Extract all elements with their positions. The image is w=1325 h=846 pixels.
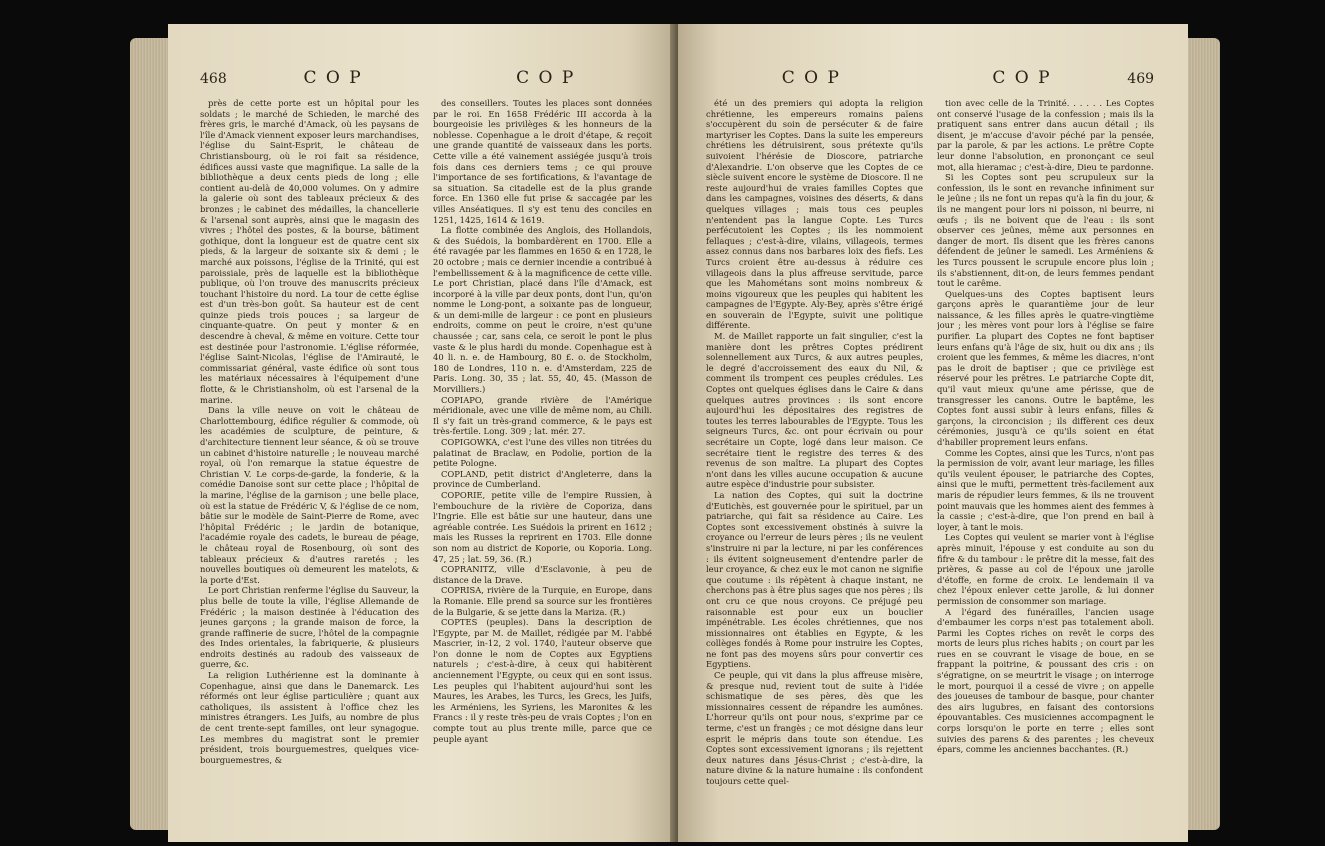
text-column [937, 98, 1154, 838]
right-page [678, 24, 1188, 842]
paragraph: Comme les Coptes, ainsi que les Turcs, n'ont pas la permission de voir, avant leur mariage, les filles qu'ils veulent épouser, le patriarche des Coptes, ainsi que le mufti, permettent très-facilement aux maris de répudier leurs femmes, & ils ne trouvent point mauvais que les hommes aient des femmes à la cassie ; c'est-à-dire, que l'on prend en bail à loyer, à tant le mois. [937, 447, 1154, 532]
paragraph: Dans la ville neuve on voit le château de Charlottembourg, édifice régulier & commode, où les académies de sculpture, de peinture, & d'architecture tiennent leur séance, & où se trouve un cabinet d'histoire naturelle ; le nouveau marché royal, où l'on remarque la statue équestre de Christian V. Le corps-de-garde, la fonderie, & la comédie Danoise sont sur cette place ; l'hôpital de la marine, l'église de la garnison ; une belle place, où est la statue de Frédéric V, & l'église de ce nom, bâtie sur le modèle de Saint-Pierre de Rome, avec l'hôpital Frédéric ; le jardin de botanique, l'académie royale des cadets, le bureau de péage, le château royal de Rosenbourg, où sont des tableaux précieux & d'autres raretés ; les nouvelles boutiques où demeurent les matelots, & la porte d'Est. [200, 405, 419, 585]
paragraph: Si les Coptes sont peu scrupuleux sur la confession, ils le sont en revanche infiniment sur le jeûne ; ils ne font un repas qu'à la fin du jour, & ils ne mangent pour lors ni poisson, ni beurre, ni œufs ; ils ne boivent que de l'eau : ils sont observer ces jeûnes, même aux personnes en danger de mort. Ils disent que les frères canons défendent de jeûner le samedi. Les Arméniens & les Turcs poussent le scrupule encore plus loin ; ils s'abstiennent, dit-on, de leurs femmes pendant tout le carême. [937, 172, 1154, 289]
paragraph: COPLAND, petit district d'Angleterre, dans la province de Cumberland. [433, 468, 652, 490]
open-book [130, 24, 1210, 844]
page-number: 469 [1127, 71, 1155, 87]
paragraph: Le port Christian renferme l'église du Sauveur, la plus belle de toute la ville, l'église Allemande de Frédéric ; la maison destinée à l'éducation des jeunes garçons ; la grande maison de force, la grande raffinerie de sucre, l'hôtel de la compagnie des Indes orientales, la fabriquerie, & plusieurs endroits destinés au radoub des vaisseaux de guerre, &c. [200, 585, 419, 670]
running-head-text: C O P [303, 68, 363, 88]
running-head-text: C O P [781, 68, 841, 88]
paragraph: La religion Luthérienne est la dominante à Copenhague, ainsi que dans le Danemarck. Les réformés ont leur église particulière ; quant aux catholiques, ils assistent à l'office chez les ministres étrangers. Les Juifs, au nombre de plus de cent trente-sept familles, ont leur synagogue. Les membres du magistrat sont le premier président, trois bourguemestres, quelques vice-bourguemestres, & [200, 670, 419, 765]
running-head-text: C O P [992, 68, 1052, 88]
paragraph: des conseillers. Toutes les places sont données par le roi. En 1658 Frédéric III accorda à la bourgeoisie les privilèges & les honneurs de la noblesse. Copenhague a le droit d'étape, & reçoit une grande quantité de vaisseaux dans les ports. Cette ville a été vainement assiégée jusqu'à trois fois dans ces derniers tems ; ce qui prouve l'importance de ses fortifications, & l'avantage de sa situation. Sa citadelle est de la plus grande force. En 1360 elle fut prise & saccagée par les villes Anséatiques. Il s'y est tenu des conciles en 1251, 1425, 1614 & 1619. [433, 98, 652, 225]
text-column [706, 98, 923, 838]
paragraph: COPRANITZ, ville d'Esclavonie, à peu de distance de la Drave. [433, 564, 652, 585]
paragraph: Les Coptes qui veulent se marier vont à l'église après minuit, l'épouse y est conduite au son du fifre & du tambour : le prêtre dit la messe, fait des prières, & passe au col de l'époux une jarolle d'étoffe, en forme de croix. Le lendemain il va chez l'époux enlever cette jarolle, & lui donner permission de consommer son mariage. [937, 532, 1154, 606]
paragraph: été un des premiers qui adopta la religion chrétienne, les empereurs romains païens s'occupèrent du soin de persécuter & de faire martyriser les Coptes. Dans la suite les empereurs chrétiens les détruisirent, sous prétexte qu'ils suivoient l'hérésie de Dioscore, patriarche d'Alexandrie. L'on observe que les Coptes de ce siècle suivent encore le système de Dioscore. Il ne reste aujourd'hui de vraies familles Coptes que dans les campagnes, voisines des déserts, & dans quelques villages ; mais tous ces peuples n'entendent pas la langue Copte. Les Turcs perfécutoient les Coptes ; ils les nommoient fellaques ; c'est-à-dire, vilains, villageois, termes assez connus dans nos barbares loix des fiefs. Les Turcs croient être au-dessus à réduire ces villageois dans la plus affreuse servitude, parce que les Mahométans sont moins nombreux & moins vigoureux que les peuples qui habitent les campagnes de l'Egypte. Aly-Bey, après s'être érigé en souverain de l'Egypte, suivit une politique différente. [706, 98, 923, 331]
text-column [433, 98, 652, 838]
paragraph: La nation des Coptes, qui suit la doctrine d'Eutichès, est gouvernée pour le spirituel, par un patriarche, qui fait sa résidence au Caire. Les Coptes sont excessivement obstinés à suivre la croyance ou l'erreur de leurs pères ; ils ne veulent s'instruire ni par la lecture, ni par les conférences : ils évitent soigneusement d'entendre parler de leur croyance, & chez eux le mot canon ne signifie que coutume : ils répètent à chaque instant, ne cherchons pas à être plus sages que nos pères ; ils ont cru ce que nous croyons. Ce préjugé peu raisonnable est pour eux un bouclier impénétrable. Les écoles chrétiennes, que nos missionnaires ont établies en Egypte, & les collèges fondés à Rome pour instruire les Coptes, ne font pas des moyens sûrs pour convertir ces Egyptiens. [706, 489, 923, 670]
text-column [200, 98, 419, 838]
paragraph: A l'égard des funérailles, l'ancien usage d'embaumer les corps n'est pas totalement aboli. Parmi les Coptes riches on revêt le corps des morts de leurs plus riches habits ; on court par les rues en se couvrant le visage de boue, en se frappant la poitrine, & poussant des cris : on s'égratigne, on se meurtrit le visage ; on interroge le mort, pourquoi il a cessé de vivre ; on appelle des joueuses de tambour de basque, pour chanter des airs lugubres, en faisant des contorsions épouvantables. Ces musiciennes accompagnent le corps lorsqu'on le porte en terre ; elles sont suivies des parens & des parentes ; les cheveux épars, comme les anciennes bacchantes. (R.) [937, 606, 1154, 755]
left-page [168, 24, 678, 842]
paragraph: près de cette porte est un hôpital pour les soldats ; le marché de Schieden, le marché des frères gris, le marché d'Amack, où les paysans de l'île d'Amack viennent exposer leurs marchandises, l'église du Saint-Esprit, le château de Christiansbourg, où le roi fait sa résidence, édifices aussi vaste que magnifique. La salle de la bibliothèque a deux cents pieds de long ; elle contient au-delà de 40,000 volumes. On y admire la galerie où sont des tableaux précieux & des bronzes ; le cabinet des médailles, la chancellerie & l'arsenal sont auprès, ainsi que le magasin des vivres ; l'hôtel des postes, & la bourse, bâtiment gothique, dont la longueur est de quatre cent six pieds, & la largeur de soixante six & demi ; le marché aux poissons, l'église de la Trinité, qui est paroissiale, près de laquelle est la bibliothèque publique, où l'on trouve des manuscrits précieux touchant l'histoire du nord. La tour de cette église est d'un très-bon goût. Sa hauteur est de cent quinze pieds trois pouces ; sa largeur de cinquante-quatre. On peut y monter & en descendre à cheval, & même en voiture. Cette tour est destinée pour l'astronomie. L'église réformée, l'église Saint-Nicolas, l'église de l'Amirauté, le commissariat général, vaste édifice où sont tous les matériaux nécessaires à l'équipement d'une flotte, & le Christiansholm, où est l'arsenal de la marine. [200, 98, 419, 405]
paragraph: COPIGOWKA, c'est l'une des villes non titrées du palatinat de Braclaw, en Podolie, portion de la petite Pologne. [433, 437, 652, 469]
paragraph: Quelques-uns des Coptes baptisent leurs garçons après le quarantième jour de leur naissance, & les filles après le quatre-vingtième jour ; les mères vont pour lors à l'église se faire purifier. La plupart des Coptes ne font baptiser leurs enfans qu'à l'âge de six, huit ou dix ans ; ils croient que les femmes, & même les diacres, n'ont pas le droit de baptiser ; que ce privilège est réservé pour les prêtres. Le patriarche Copte dit, qu'il vaut mieux qu'une ame périsse, que de transgresser les canons. Outre le baptême, les Coptes font aussi subir à leurs enfans, filles & garçons, la circoncision ; ils diffèrent ces deux cérémonies, jusqu'à ce qu'ils soient en état d'habiller proprement leurs enfans. [937, 288, 1154, 447]
text-columns [706, 98, 1154, 838]
text-columns [200, 98, 652, 838]
paragraph: COPRISA, rivière de la Turquie, en Europe, dans la Romanie. Elle prend sa source sur les frontières de la Bulgarie, & se jette dans la Mariza. (R.) [433, 585, 652, 617]
paragraph: M. de Maillet rapporte un fait singulier, c'est la manière dont les prêtres Coptes prédirent solennellement aux Turcs, & aux autres peuples, le degré d'accroissement des eaux du Nil, & comment ils trompent ces peuples crédules. Les Coptes ont quelques églises dans le Caire & dans quelques autres provinces : ils sont encore aujourd'hui les dépositaires des registres de toutes les terres labourables de l'Egypte. Tous les seigneurs Turcs, &c. ont pour écrivain ou pour secrétaire un Copte, logé dans leur maison. Ce secrétaire tient le registre des terres & des revenus de son maître. La plupart des Coptes n'ont dans les villes aucune occupation & aucune autre espèce d'industrie pour subsister. [706, 331, 923, 490]
paragraph: COPORIE, petite ville de l'empire Russien, à l'embouchure de la rivière de Coporiza, dans l'Ingrie. Elle est bâtie sur une hauteur, dans une agréable contrée. Les Suédois la prirent en 1612 ; mais les Russes la reprirent en 1703. Elle donne son nom au district de Koporie, ou Koporia. Long. 47, 25 ; lat. 59, 36. (R.) [433, 489, 652, 564]
paragraph: Ce peuple, qui vit dans la plus affreuse misère, & presque nud, revient tout de suite à l'idée schismatique de ses pères, dès que les missionnaires cessent de répandre les aumônes. L'horreur qu'ils ont pour nous, s'exprime par ce terme, c'est un frangès ; ce mot désigne dans leur esprit le mépris dans toute son étendue. Les Coptes sont excessivement ignorans ; ils rejettent deux natures dans Jésus-Christ ; c'est-à-dire, la nature divine & la nature humaine : ils confondent toujours cette quel- [706, 670, 923, 786]
paragraph: COPIAPO, grande rivière de l'Amérique méridionale, avec une ville de même nom, au Chili. Il s'y fait un très-grand commerce, & le pays est très-fertile. Long. 309 ; lat. mér. 27. [433, 394, 652, 437]
running-head-text: C O P [516, 68, 576, 88]
paragraph: La flotte combinée des Anglois, des Hollandois, & des Suédois, la bombardèrent en 1700. Elle a été ravagée par les flammes en 1650 & en 1728, le 20 octobre ; mais ce dernier incendie a contribué à l'embellissement & à la magnificence de cette ville. Le port Christian, placé dans l'île d'Amack, est incorporé à la ville par deux ponts, dont l'un, qu'on nomme le Long-pont, a soixante pas de longueur, & un demi-mille de largeur : ce pont en plusieurs endroits, comme on peut le croire, n'est qu'une chaussée ; car, sans cela, ce seroit le pont le plus vaste & le plus hardi du monde. Copenhague est à 40 li. n. e. de Hambourg, 80 £. o. de Stockholm, 180 de Londres, 110 n. e. d'Amsterdam, 225 de Paris. Long. 30, 35 ; lat. 55, 40, 45. (Masson de Morvilliers.) [433, 225, 652, 395]
running-head-left [200, 68, 652, 94]
paragraph: tion avec celle de la Trinité. . . . . . Les Coptes ont conservé l'usage de la confession ; mais ils la pratiquent sans entrer dans aucun détail ; ils disent, je m'accuse d'avoir péché par la pensée, par la parole, & par les actions. Le prêtre Copte leur donne l'absolution, en prononçant ce seul mot, alla hieramac ; c'est-à-dire, Dieu te pardonne. [937, 98, 1154, 172]
page-number: 468 [200, 71, 227, 87]
running-head-right [706, 68, 1154, 94]
paragraph: COPTES (peuples). Dans la description de l'Egypte, par M. de Maillet, rédigée par M. l'abbé Mascrier, in-12, 2 vol. 1740, l'auteur observe que l'on donne le nom de Coptes aux Egyptiens naturels ; c'est-à-dire, à ceux qui habitèrent anciennement l'Egypte, ou ceux qui en sont issus. Les peuples qui l'habitent aujourd'hui sont les Maures, les Arabes, les Turcs, les Grecs, les Juifs, les Arméniens, les Syriens, les Maronites & les Francs : il y reste très-peu de vrais Coptes ; l'on en compte tout au plus trente mille, parce que ce peuple ayant [433, 617, 652, 744]
